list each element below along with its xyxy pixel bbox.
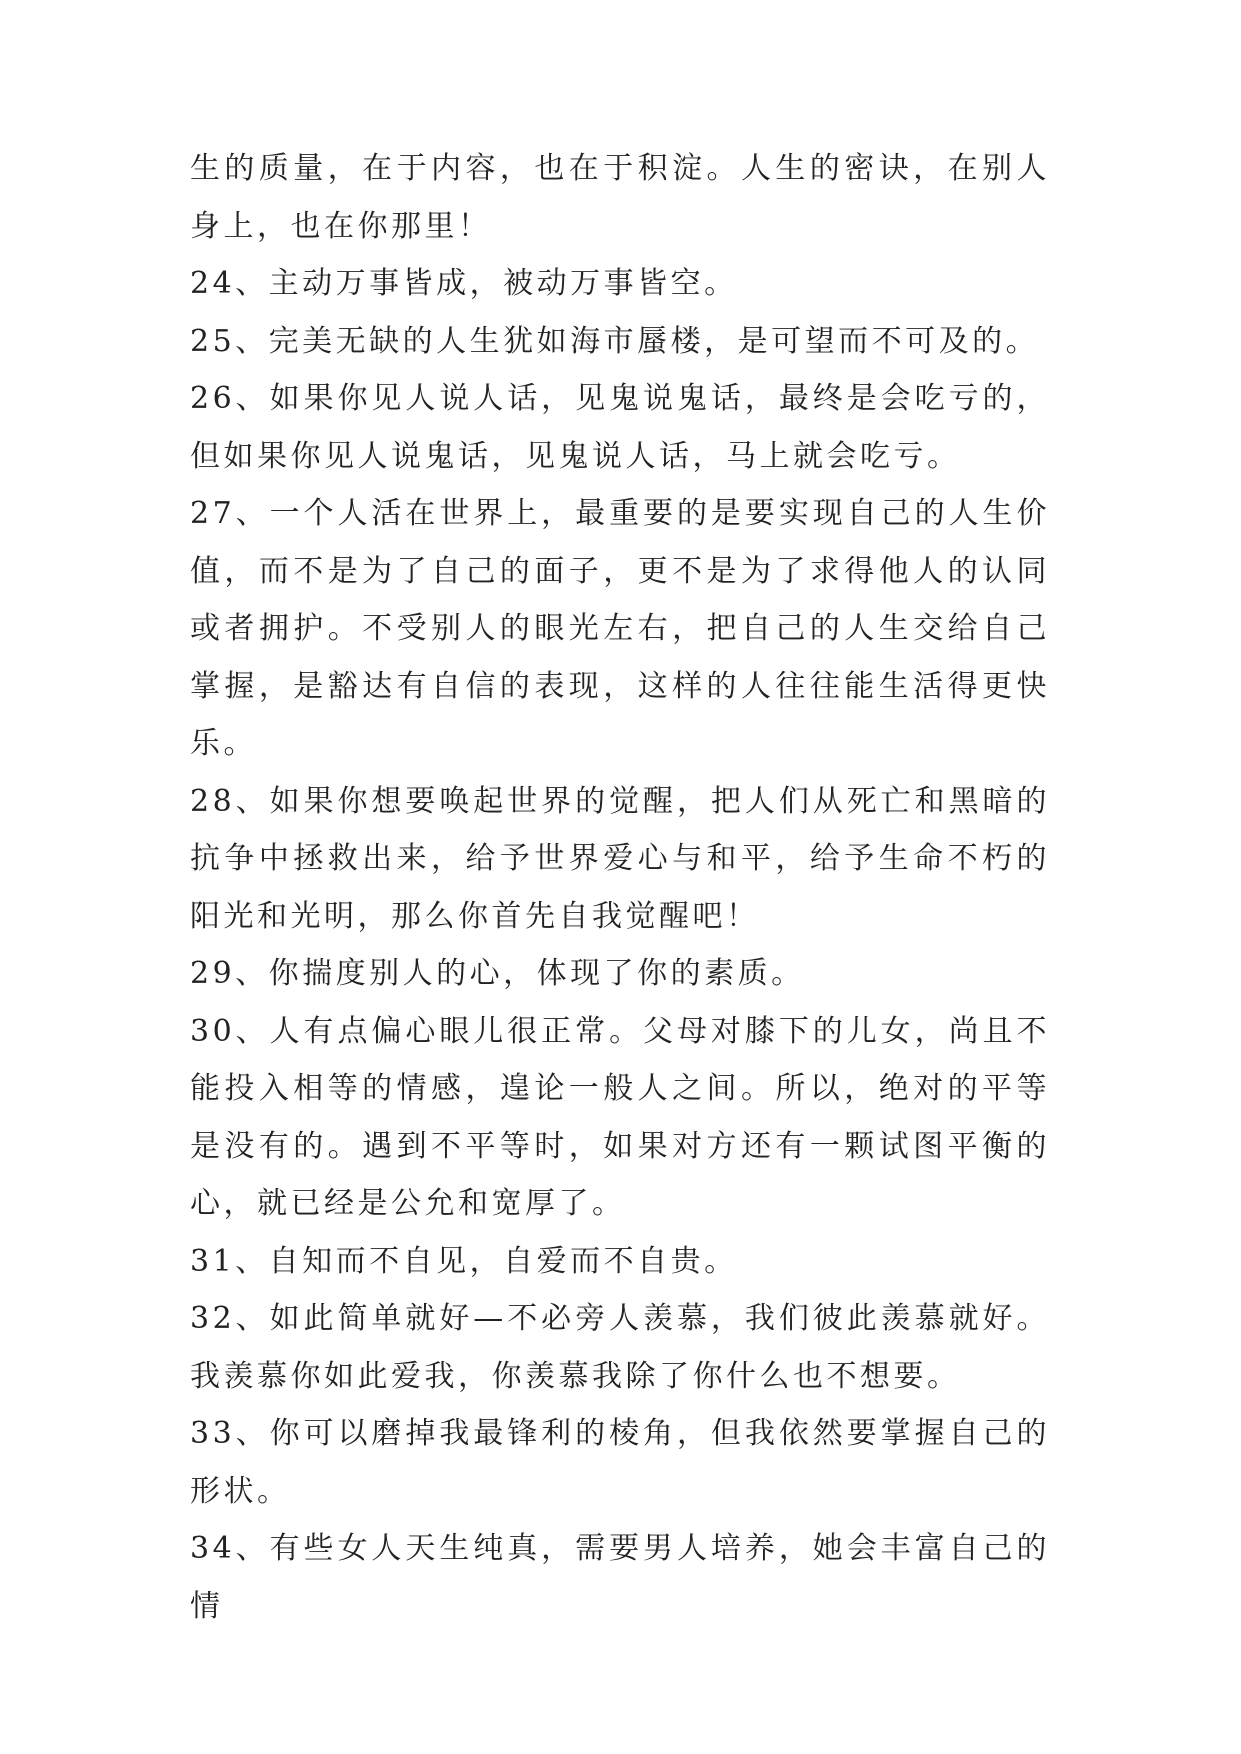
quote-32: 32、如此简单就好—不必旁人羡慕，我们彼此羡慕就好。我羡慕你如此爱我，你羡慕我除了你什么也不想要。 [190,1301,1050,1394]
quote-25: 25、完美无缺的人生犹如海市蜃楼，是可望而不可及的。 [190,323,1040,359]
quote-34: 34、有些女人天生纯真，需要男人培养，她会丰富自己的情 [190,1531,1050,1624]
quote-30: 30、人有点偏心眼儿很正常。父母对膝下的儿女，尚且不能投入相等的情感，遑论一般人之间。所以，绝对的平等是没有的。遇到不平等时，如果对方还有一颗试图平衡的心，就已经是公允和宽厚了。 [190,1013,1050,1221]
quote-33: 33、你可以磨掉我最锋利的棱角，但我依然要掌握自己的形状。 [190,1416,1050,1509]
quote-29: 29、你揣度别人的心，体现了你的素质。 [190,956,805,991]
quote-31: 31、自知而不自见，自爱而不自贵。 [190,1243,738,1279]
paragraph-continuation: 生的质量，在于内容，也在于积淀。人生的密诀，在别人身上，也在你那里！ [190,151,1050,244]
quote-27: 27、一个人活在世界上，最重要的是要实现自己的人生价值，而不是为了自己的面子，更不是为了求得他人的认同或者拥护。不受别人的眼光左右，把自己的人生交给自己掌握，是豁达有自信的表现，这样的人往往能生活得更快乐。 [190,496,1050,761]
quote-26: 26、如果你见人说人话，见鬼说鬼话，最终是会吃亏的，但如果你见人说鬼话，见鬼说人话，马上就会吃亏。 [190,381,1050,474]
document-body [190,140,1050,1635]
quote-24: 24、主动万事皆成，被动万事皆空。 [190,266,738,301]
quote-28: 28、如果你想要唤起世界的觉醒，把人们从死亡和黑暗的抗争中拯救出来，给予世界爱心与和平，给予生命不朽的阳光和光明，那么你首先自我觉醒吧！ [190,783,1050,934]
